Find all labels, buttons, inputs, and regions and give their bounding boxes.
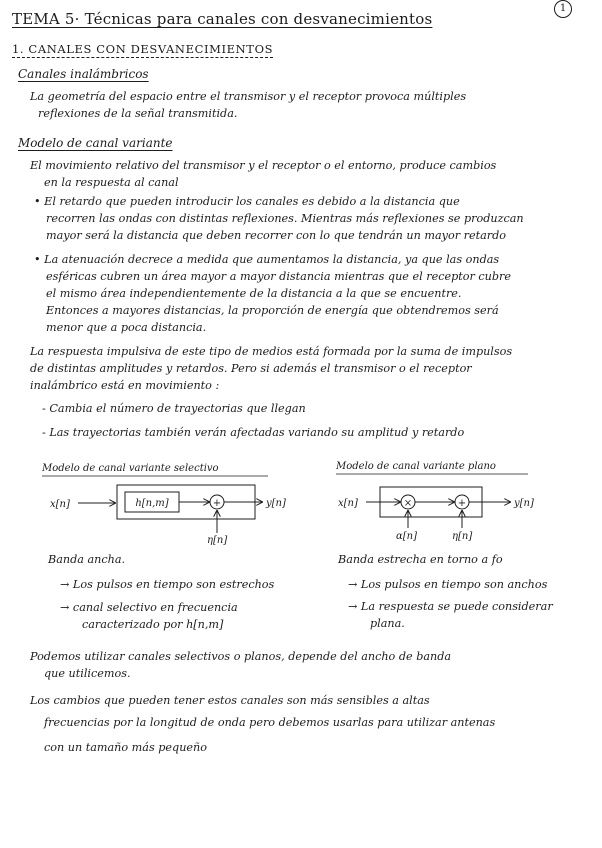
wireless-line-2: reflexiones de la señal transmitida. <box>38 107 238 120</box>
bullet1-line-1: • El retardo que pueden introducir los canales es debido a la distancia que <box>34 195 460 208</box>
right-notes-line-1: → Los pulsos en tiempo son anchos <box>348 578 548 591</box>
closing-para1-line-1: Podemos utilizar canales selectivos o planos, depende del ancho de banda <box>30 650 452 663</box>
impulse-line-3: inalámbrico está en movimiento : <box>30 379 220 392</box>
diagram-left-title: Modelo de canal variante selectivo <box>42 463 219 474</box>
subsection-heading-variant: Modelo de canal variante <box>18 136 173 150</box>
left-notes-line-2: → canal selectivo en frecuencia <box>60 601 238 614</box>
bullet2-line-5: menor que a poca distancia. <box>46 321 207 334</box>
diagram-right-noise-label: η[n] <box>452 531 473 542</box>
bullet2-line-3: el mismo área independientemente de la distancia a la que se encuentre. <box>46 287 462 300</box>
diagram-right-input-label: x[n] <box>338 498 358 509</box>
diagram-right-adder-label: + <box>457 498 467 509</box>
bullet1-line-3: mayor será la distancia que deben recorrer con lo que tendrán un mayor retardo <box>46 229 506 242</box>
closing-para1-line-2: que utilicemos. <box>44 667 131 680</box>
closing-para2-line-2: frecuencias por la longitud de onda pero debemos usarlas para utilizar antenas <box>44 716 496 729</box>
filter-label: h[n,m] <box>135 498 169 509</box>
right-notes-line-2: → La respuesta se puede considerar <box>348 600 553 613</box>
left-notes-line-3: caracterizado por h[n,m] <box>82 618 224 631</box>
intro-line-1: El movimiento relativo del transmisor y el receptor o el entorno, produce cambios <box>30 159 497 172</box>
diagram-left-adder-label: + <box>212 498 222 509</box>
wireless-line-1: La geometría del espacio entre el transmisor y el receptor provoca múltiples <box>30 90 467 103</box>
closing-para2-line-1: Los cambios que pueden tener estos canales son más sensibles a altas <box>30 694 430 707</box>
intro-line-2: en la respuesta al canal <box>44 176 179 189</box>
impulse-line-2: de distintas amplitudes y retardos. Pero si además el transmisor o el receptor <box>30 362 472 375</box>
closing-para2-line-3: con un tamaño más pequeño <box>44 741 207 754</box>
diagram-right-output-label: y[n] <box>514 498 534 509</box>
left-notes-heading: Banda ancha. <box>48 553 126 566</box>
page-title: TEMA 5· Técnicas para canales con desvanecimientos <box>12 10 433 28</box>
bullet1-line-2: recorren las ondas con distintas reflexiones. Mientras más reflexiones se produzcan <box>46 212 524 225</box>
bullet2-line-4: Entonces a mayores distancias, la proporción de energía que obtendremos será <box>46 304 499 317</box>
diagram-right-title: Modelo de canal variante plano <box>336 461 496 472</box>
diagram-left-input-label: x[n] <box>50 499 70 510</box>
right-notes-line-3: plana. <box>370 617 405 630</box>
dash-item-1: - Cambia el número de trayectorias que llegan <box>42 402 306 415</box>
impulse-line-1: La respuesta impulsiva de este tipo de medios está formada por la suma de impulsos <box>30 345 513 358</box>
page-number: 1 <box>554 0 572 18</box>
diagram-left-noise-label: η[n] <box>207 535 228 546</box>
diagram-left-output-label: y[n] <box>266 498 286 509</box>
bullet2-line-1: • La atenuación decrece a medida que aumentamos la distancia, ya que las ondas <box>34 253 500 266</box>
dash-item-2: - Las trayectorias también verán afectadas variando su amplitud y retardo <box>42 426 465 439</box>
right-notes-heading: Banda estrecha en torno a fo <box>338 553 503 566</box>
diagram-right-multiplier-label: × <box>403 498 413 509</box>
section-heading-text: 1. CANALES CON DESVANECIMIENTOS <box>12 42 274 56</box>
left-notes-line-1: → Los pulsos en tiempo son estrechos <box>60 578 275 591</box>
subsection-heading-wireless: Canales inalámbricos <box>18 67 149 81</box>
bullet2-line-2: esféricas cubren un área mayor a mayor distancia mientras que el receptor cubre <box>46 270 511 283</box>
diagram-right-gain-label: α[n] <box>396 531 417 542</box>
